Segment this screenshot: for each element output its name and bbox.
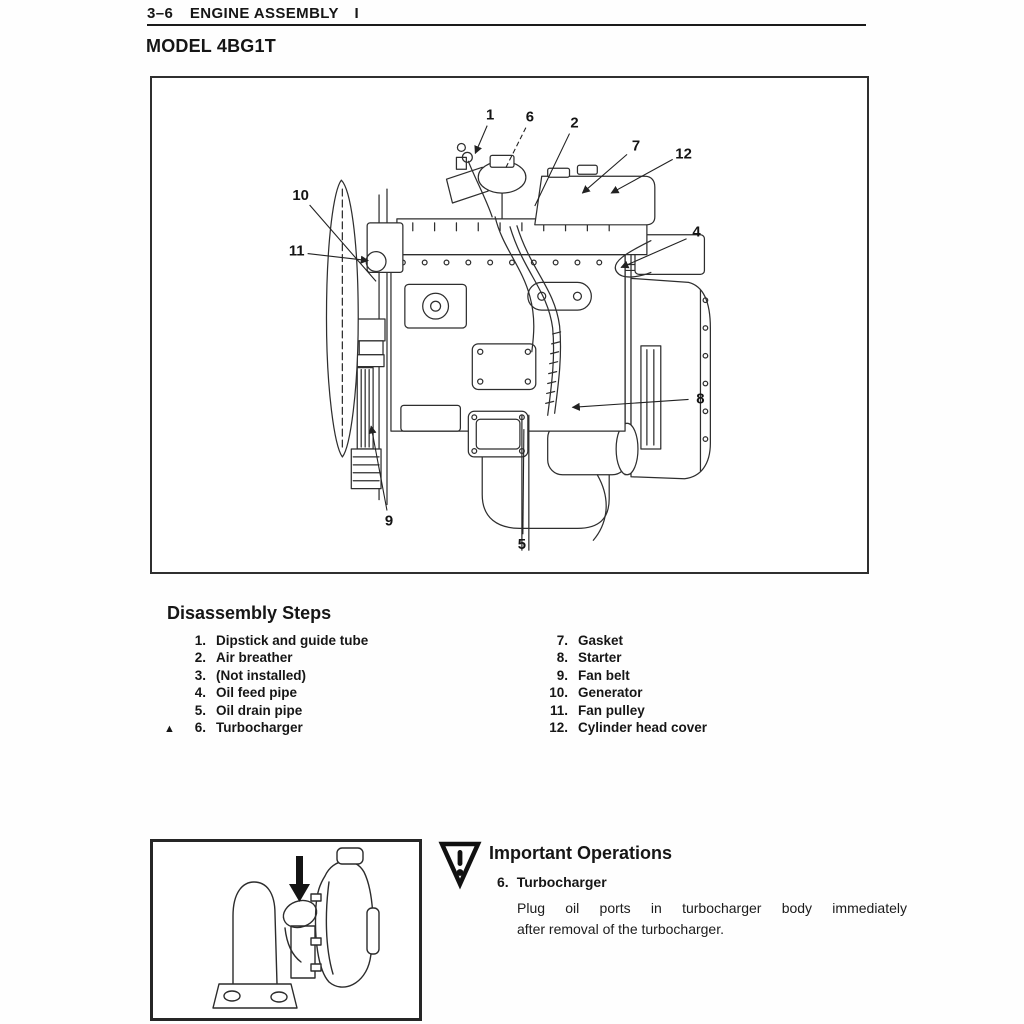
section-title: ENGINE ASSEMBLY (189, 5, 339, 22)
disassembly-step-10 (520, 684, 707, 701)
callout-6: 6 (525, 109, 534, 126)
step-number: 7. (556, 633, 568, 648)
disassembly-step-1 (164, 632, 368, 649)
engine-drawing (326, 143, 710, 550)
step-label: Fan pulley (578, 702, 645, 718)
disassembly-step-7 (520, 632, 707, 649)
step-label: Oil feed pipe (216, 685, 298, 701)
disassembly-step-8 (520, 649, 707, 666)
warning-icon (437, 839, 483, 891)
step-number: 10. (549, 685, 568, 701)
callout-8: 8 (696, 391, 705, 408)
callout-5: 5 (517, 537, 527, 554)
page-header (147, 5, 359, 22)
step-label: Air breather (216, 650, 293, 666)
disassembly-step-3 (164, 667, 368, 684)
important-operation-body (517, 898, 907, 940)
callout-1: 1 (486, 107, 495, 124)
disassembly-step-4 (164, 684, 368, 701)
step-label: Cylinder head cover (578, 720, 708, 736)
step-title: Turbocharger (516, 874, 607, 890)
turbocharger-diagram (153, 842, 419, 1018)
disassembly-step-11 (520, 702, 707, 719)
disassembly-step-5 (164, 702, 368, 719)
step-label: (Not installed) (216, 667, 306, 683)
callout-9: 9 (384, 513, 394, 530)
step-number: 5. (194, 702, 206, 718)
callout-4: 4 (692, 224, 701, 241)
disassembly-step-9 (520, 667, 707, 684)
callout-12: 12 (675, 146, 692, 163)
body-line-1: Plug oil ports in turbocharger body immediately (517, 900, 907, 916)
step-number: 8. (556, 650, 568, 666)
step-number: 11. (549, 702, 568, 718)
section-code: 3–6 (147, 5, 174, 22)
disassembly-step-6 (164, 719, 368, 738)
step-number: 2. (194, 650, 206, 666)
model-title: MODEL 4BG1T (146, 36, 276, 56)
callout-11: 11 (288, 243, 305, 260)
step-number: 12. (549, 720, 568, 736)
disassembly-steps-title: Disassembly Steps (167, 603, 332, 623)
callout-7: 7 (631, 138, 641, 155)
body-line-2: after removal of the turbocharger. (517, 921, 724, 937)
engine-figure-frame (150, 76, 869, 574)
important-operation-step (497, 874, 607, 890)
callout-2: 2 (570, 115, 579, 132)
step-number: 6. (497, 874, 509, 890)
step-label: Starter (578, 650, 622, 666)
important-step-marker-icon: ▲ (164, 723, 175, 736)
disassembly-step-12 (520, 719, 707, 736)
section-suffix: I (354, 5, 360, 22)
engine-diagram (152, 78, 867, 572)
callout-10: 10 (292, 188, 309, 205)
oil-port-arrow-icon (289, 856, 310, 902)
step-label: Turbocharger (216, 720, 303, 736)
step-label: Dipstick and guide tube (216, 633, 369, 648)
step-number: 4. (194, 685, 206, 701)
step-number: 3. (194, 667, 206, 683)
step-label: Fan belt (578, 667, 630, 683)
disassembly-list-left (164, 632, 368, 738)
disassembly-list-right (520, 632, 707, 736)
step-label: Generator (578, 685, 643, 701)
step-label: Oil drain pipe (216, 702, 303, 718)
step-number: 1. (194, 633, 206, 648)
callout-leader-1 (475, 126, 487, 154)
step-number: 6. (194, 720, 206, 736)
step-label: Gasket (578, 633, 624, 648)
header-rule (147, 24, 866, 26)
disassembly-step-2 (164, 649, 368, 666)
step-number: 9. (556, 667, 568, 683)
important-operations-title: Important Operations (489, 843, 673, 863)
turbocharger-figure-frame (150, 839, 422, 1021)
